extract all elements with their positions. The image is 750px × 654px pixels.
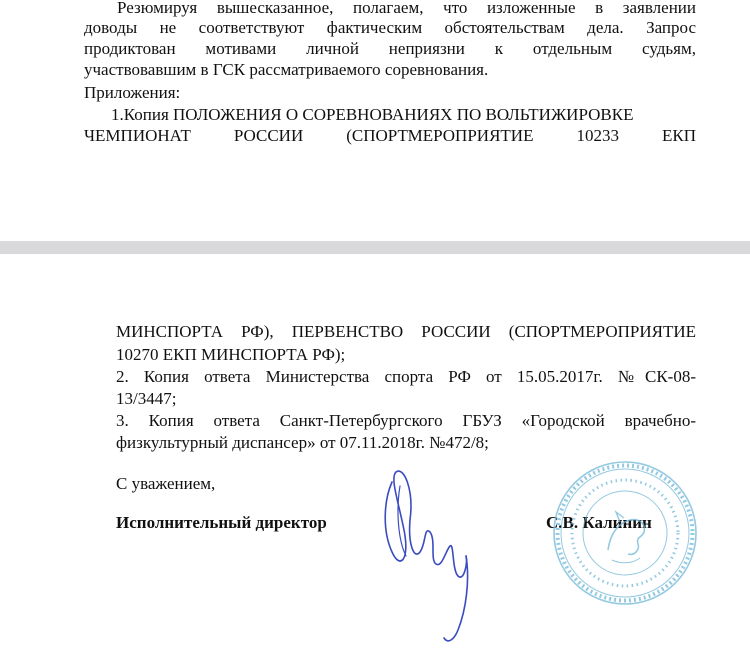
attachment-item-2-end: 13/3447; — [116, 389, 177, 408]
attachment-item-1-cont: МИНСПОРТА РФ), ПЕРВЕНСТВО РОССИИ (СПОРТМЕРОПРИЯТИЕ — [116, 322, 696, 341]
attachment-item-2: 2. Копия ответа Министерства спорта РФ от 15.05.2017г. №СК-08- — [116, 367, 696, 386]
closing-text: С уважением, — [116, 474, 216, 493]
paragraph-line: доводы не соответствуют фактическим обстоятельствам дела. Запрос — [84, 18, 696, 37]
signer-name: С.В. Калинин — [546, 513, 652, 532]
organization-seal-icon — [550, 458, 700, 608]
attachment-item-1: 1.Копия ПОЛОЖЕНИЯ О СОРЕВНОВАНИЯХ ПО ВОЛЬТИЖИРОВКЕ — [111, 105, 634, 124]
attachments-heading: Приложения: — [84, 83, 181, 102]
attachment-item-1-cont: ЧЕМПИОНАТ РОССИИ (СПОРТМЕРОПРИЯТИЕ 10233 ЕКП — [84, 126, 696, 145]
position-title: Исполнительный директор — [116, 513, 327, 532]
paragraph-line: участвовавшим в ГСК рассматриваемого соревнования. — [84, 60, 489, 79]
attachment-item-1-end: 10270 ЕКП МИНСПОРТА РФ); — [116, 345, 346, 364]
paragraph-line: Резюмируя вышесказанное, полагаем, что изложенные в заявлении — [117, 0, 696, 17]
paragraph-line: продиктован мотивами личной неприязни к отдельным судьям, — [84, 39, 696, 58]
attachment-item-3: 3. Копия ответа Санкт-Петербургского ГБУЗ «Городской врачебно- — [116, 411, 696, 430]
handwritten-signature-icon — [370, 460, 490, 650]
attachment-item-3-end: физкультурный диспансер» от 07.11.2018г. №472/8; — [116, 433, 489, 452]
